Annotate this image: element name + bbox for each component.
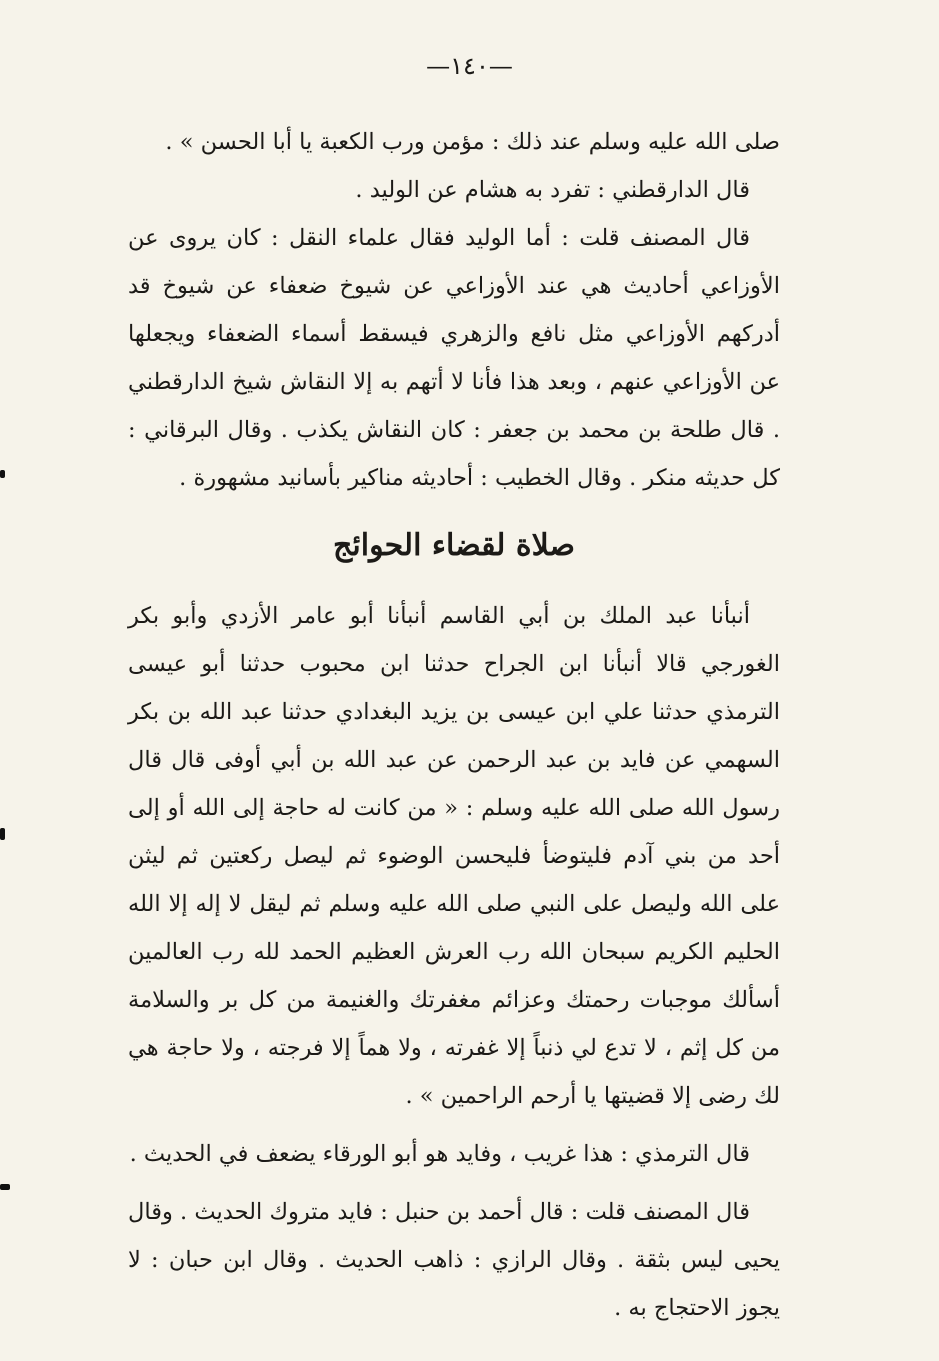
paragraph-continuation: صلى الله عليه وسلم عند ذلك : مؤمن ورب الكعبة يا أبا الحسن » .: [165, 129, 780, 155]
paragraph-hadith: أنبأنا عبد الملك بن أبي القاسم أنبأنا أبو عامر الأزدي وأبو بكر الغورجي قالا أنبأنا ابن الجراح حدثنا ابن محبوب حدثنا أبو عيسى الترمذي حدثنا علي ابن عيسى بن يزيد البغدادي حدثنا عبد الله بن بكر السهمي عن فايد بن عبد الرحمن عن عبد الله بن أبي أوفى قال قال رسول الله صلى الله عليه وسلم : « من كانت له حاجة إلى الله أو إلى أحد من بني آدم فليتوضأ فليحسن الوضوء ثم ليصل ركعتين ثم ليثن على الله وليصل على النبي صلى الله عليه وسلم ثم ليقل لا إله إلا الله الحليم الكريم سبحان الله رب العرش العظيم الحمد لله رب العالمين أسألك موجبات رحمتك وعزائم مغفرتك والغنيمة من كل بر والسلامة من كل إثم ، لا تدع لي ذنباً إلا غفرته ، ولا هماً إلا فرجته ، ولا حاجة هي لك رضى إلا قضيتها يا أرحم الراحمين » .: [128, 603, 780, 1109]
section-heading: صلاة لقضاء الحوائج: [333, 528, 575, 563]
scan-edge-mark: [0, 828, 5, 840]
paragraph-author-note: قال المصنف قلت : أما الوليد فقال علماء النقل : كان يروى عن الأوزاعي أحاديث هي عند الأوزاعي عن شيوخ ضعفاء عن شيوخ قد أدركهم الأوزاعي مثل نافع والزهري فيسقط أسماء الضعفاء ويجعلها عن الأوزاعي عنهم ، وبعد هذا فأنا لا أتهم به إلا النقاش شيخ الدارقطني . قال طلحة بن محمد بن جعفر : كان النقاش يكذب . وقال البرقاني : كل حديثه منكر . وقال الخطيب : أحاديثه مناكير بأسانيد مشهورة .: [128, 225, 780, 491]
page-body: [128, 118, 780, 1332]
scan-edge-mark: [0, 470, 5, 478]
paragraph-tirmidhi: قال الترمذي : هذا غريب ، وفايد هو أبو الورقاء يضعف في الحديث .: [129, 1141, 750, 1167]
scan-edge-mark: [0, 1184, 10, 1190]
paragraph-daraqutni: قال الدارقطني : تفرد به هشام عن الوليد .: [355, 177, 750, 203]
page-number: —١٤٠—: [426, 52, 513, 80]
paragraph-author-critique: قال المصنف قلت : قال أحمد بن حنبل : فايد متروك الحديث . وقال يحيى ليس بثقة . وقال الرازي : ذاهب الحديث . وقال ابن حبان : لا يجوز الاحتجاج به .: [128, 1199, 780, 1321]
